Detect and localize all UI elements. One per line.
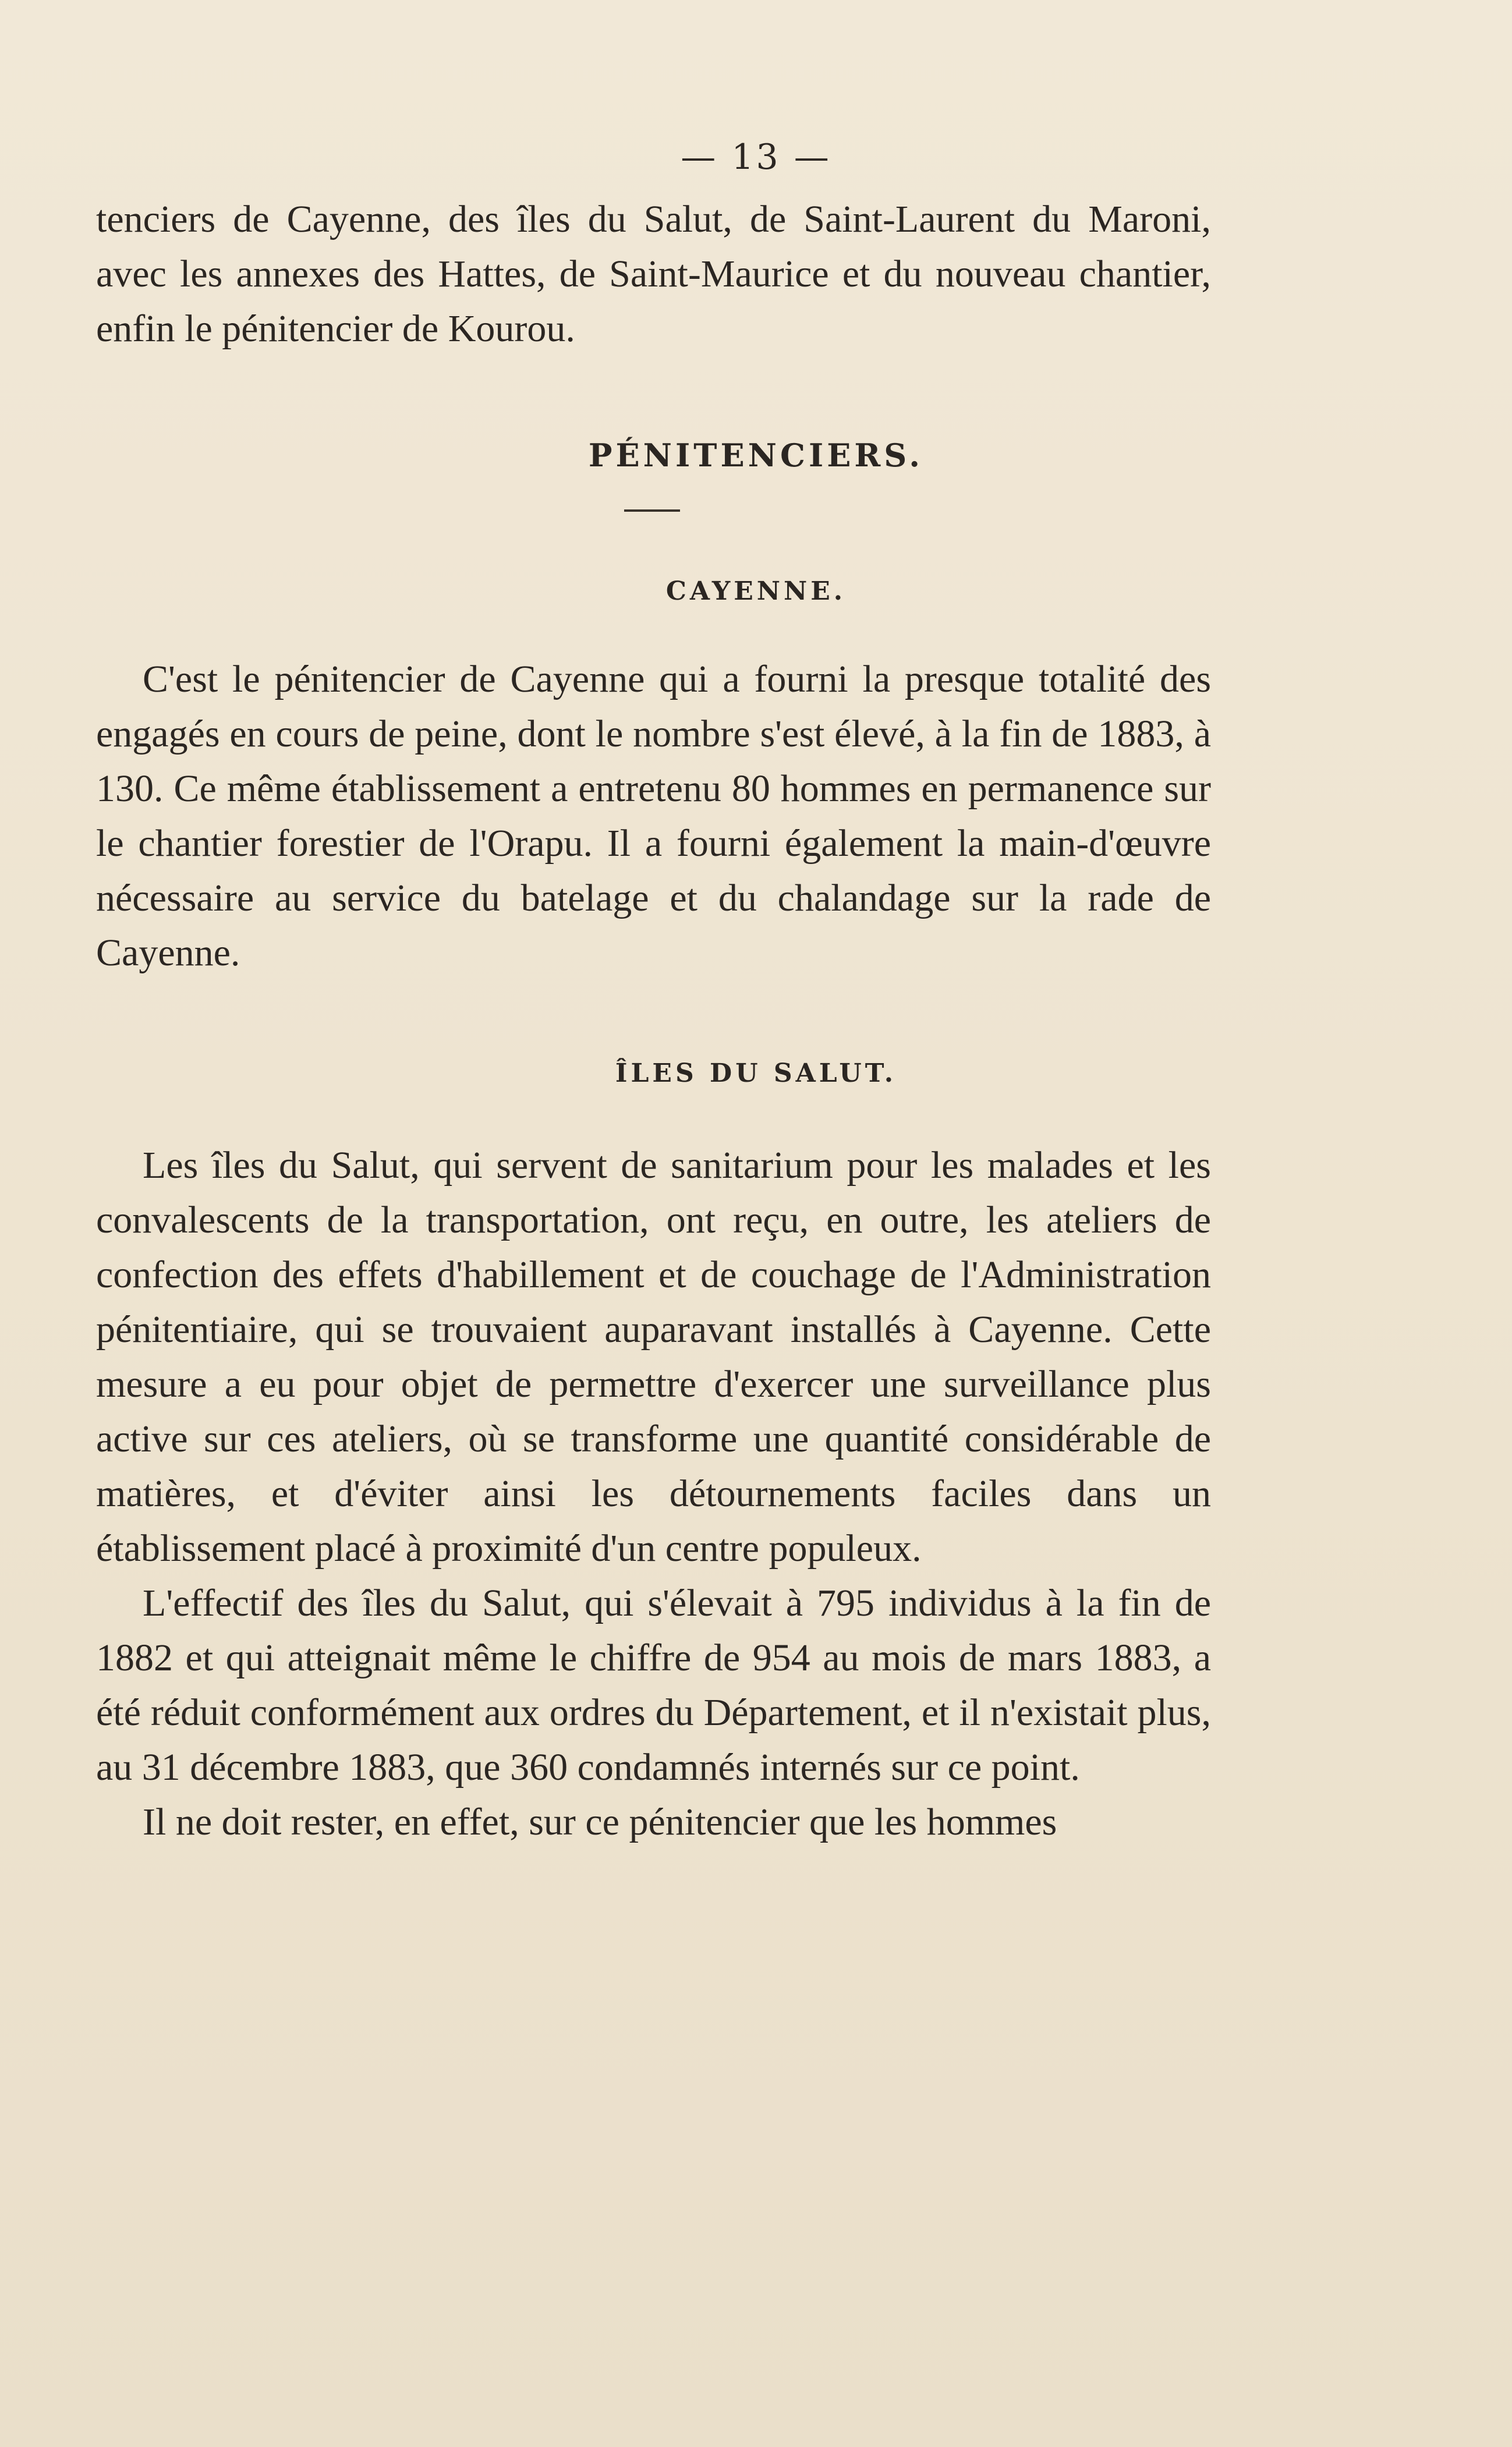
- subheading-iles-du-salut: ÎLES DU SALUT.: [615, 1058, 897, 1088]
- salut-paragraph-2: L'effectif des îles du Salut, qui s'élevait à 795 individus à la fin de 1882 et qui atteignait même le chiffre de 954 au mois de mars 1883, a été réduit conformément aux ordres du Département, et il n'existait plus, au 31 décembre 1883, que 360 condamnés internés sur ce point.: [96, 1582, 1211, 1789]
- salut-paragraph-1: Les îles du Salut, qui servent de sanitarium pour les malades et les convalescents de la transportation, ont reçu, en outre, les ateliers de confection des effets d'habillement et de couchage de l'Administration pénitentiaire, qui se trouvaient auparavant installés à Cayenne. Cette mesure a eu pour objet de permettre d'exercer une surveillance plus active sur ces ateliers, où se transforme une quantité considérable de matières, et d'éviter ainsi les détournements faciles dans un établissement placé à proximité d'un centre populeux.: [96, 1144, 1211, 1570]
- intro-paragraph-block: [96, 192, 1211, 356]
- heading-rule: [624, 509, 680, 512]
- cayenne-paragraph: C'est le pénitencier de Cayenne qui a fourni la presque totalité des engagés en cours de peine, dont le nombre s'est élevé, à la fin de 1883, à 130. Ce même établissement a entretenu 80 hommes en permanence sur le chantier forestier de l'Orapu. Il a fourni également la main-d'œuvre nécessaire au service du batelage et du chalandage sur la rade de Cayenne.: [96, 658, 1211, 974]
- section-heading-penitenciers: PÉNITENCIERS.: [588, 437, 924, 474]
- subheading-cayenne: CAYENNE.: [665, 576, 847, 606]
- cayenne-section: [96, 652, 1211, 980]
- page-number: — 13 —: [681, 137, 831, 178]
- salut-paragraph-3: Il ne doit rester, en effet, sur ce pénitencier que les hommes: [143, 1801, 1057, 1843]
- intro-paragraph: tenciers de Cayenne, des îles du Salut, de Saint-Laurent du Maroni, avec les annexes des Hattes, de Saint-Maurice et du nouveau chantier, enfin le pénitencier de Kourou.: [96, 198, 1211, 350]
- salut-section: [96, 1138, 1211, 1850]
